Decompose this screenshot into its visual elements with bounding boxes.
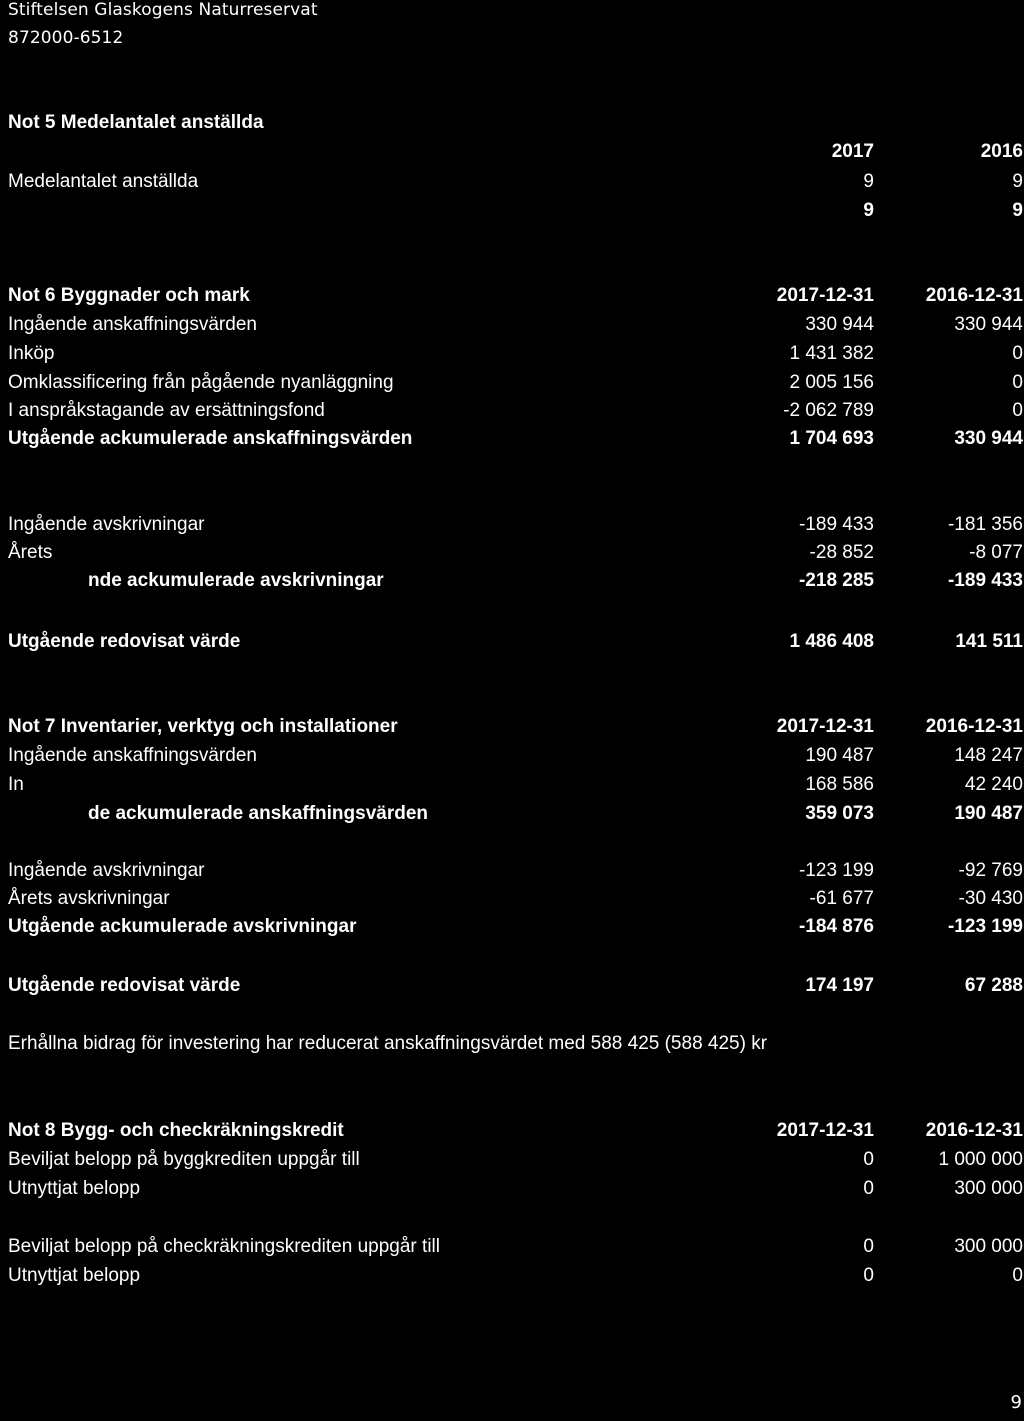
- note5-header-row: [8, 139, 1024, 165]
- note5-title: Not 5 Medelantalet anställda: [8, 112, 264, 133]
- row-value-2017: -61 677: [809, 888, 874, 909]
- row-value-2017: 1 431 382: [789, 343, 874, 364]
- table-row: [8, 973, 1024, 999]
- row-value-2016: 67 288: [964, 975, 1023, 996]
- row-label: Omklassificering från pågående nyanläggning: [8, 372, 394, 393]
- row-value-2017: -218 285: [798, 570, 874, 591]
- organization-number: 872000-6512: [8, 28, 124, 48]
- organization-name: Stiftelsen Glaskogens Naturreservat: [8, 0, 318, 20]
- note8-col2-header: 2016-12-31: [925, 1120, 1023, 1141]
- row-value-2016: -8 077: [969, 542, 1023, 563]
- row-label: Utnyttjat belopp: [8, 1178, 141, 1199]
- page-number: 9: [1010, 1392, 1022, 1413]
- row-label: Ingående anskaffningsvärden: [8, 745, 257, 766]
- note8-title: Not 8 Bygg- och checkräkningskredit: [8, 1120, 344, 1141]
- table-row: [8, 341, 1024, 367]
- table-row: [8, 801, 1024, 827]
- table-row: [8, 743, 1024, 769]
- row-value-2016: -30 430: [958, 888, 1023, 909]
- row-value-2016: 0: [1012, 343, 1023, 364]
- row-value-2017: 168 586: [805, 774, 874, 795]
- row-value-2016: 9: [1012, 171, 1023, 192]
- note6-col1-header: 2017-12-31: [776, 285, 874, 306]
- row-label: de ackumulerade anskaffningsvärden: [88, 803, 429, 824]
- row-label: In: [8, 774, 24, 795]
- table-row: [8, 169, 1024, 195]
- row-value-2017: 0: [863, 1265, 874, 1286]
- row-value-2016: 300 000: [954, 1236, 1023, 1257]
- row-value-2016: 190 487: [954, 803, 1023, 824]
- note6-col2-header: 2016-12-31: [925, 285, 1023, 306]
- row-value-2017: 9: [863, 200, 874, 221]
- row-label: Inköp: [8, 343, 55, 364]
- row-value-2017: 9: [863, 171, 874, 192]
- row-value-2017: 1 704 693: [789, 428, 874, 449]
- row-label: Ingående anskaffningsvärden: [8, 314, 257, 335]
- row-label: Årets avskrivningar: [8, 888, 170, 909]
- row-label: Beviljat belopp på byggkrediten uppgår till: [8, 1149, 360, 1170]
- note8-col1-header: 2017-12-31: [776, 1120, 874, 1141]
- table-row: [8, 1176, 1024, 1202]
- row-value-2016: 330 944: [954, 314, 1023, 335]
- row-value-2017: 359 073: [805, 803, 874, 824]
- row-value-2016: 300 000: [954, 1178, 1023, 1199]
- row-value-2017: -189 433: [798, 514, 874, 535]
- table-row: [8, 629, 1024, 655]
- row-value-2016: -189 433: [947, 570, 1023, 591]
- table-row: [8, 426, 1024, 452]
- row-value-2016: 1 000 000: [938, 1149, 1023, 1170]
- row-value-2017: 330 944: [805, 314, 874, 335]
- row-value-2016: 0: [1012, 1265, 1023, 1286]
- note6-header-row: [8, 283, 1024, 309]
- note7-col1-header: 2017-12-31: [776, 716, 874, 737]
- table-row: [8, 1147, 1024, 1173]
- row-value-2017: 0: [863, 1178, 874, 1199]
- row-value-2017: -2 062 789: [783, 400, 874, 421]
- row-label: Utgående redovisat värde: [8, 631, 241, 652]
- note5-col1-header: 2017: [831, 141, 874, 162]
- table-row: [8, 540, 1024, 566]
- row-label: Utgående redovisat värde: [8, 975, 241, 996]
- row-value-2017: -184 876: [798, 916, 874, 937]
- note7-col2-header: 2016-12-31: [925, 716, 1023, 737]
- row-value-2017: 174 197: [805, 975, 874, 996]
- row-value-2016: 141 511: [955, 631, 1023, 652]
- table-row: [8, 1263, 1024, 1289]
- table-row: [8, 398, 1024, 424]
- table-row: [8, 1234, 1024, 1260]
- row-label: nde ackumulerade avskrivningar: [88, 570, 384, 591]
- table-row: [8, 198, 1024, 224]
- row-value-2016: -123 199: [947, 916, 1023, 937]
- table-row: [8, 370, 1024, 396]
- note6-title: Not 6 Byggnader och mark: [8, 285, 250, 306]
- note7-title: Not 7 Inventarier, verktyg och installationer: [8, 716, 398, 737]
- row-value-2017: -28 852: [809, 542, 874, 563]
- row-value-2016: 9: [1012, 200, 1023, 221]
- row-value-2017: 1 486 408: [789, 631, 874, 652]
- investment-grant-note: Erhållna bidrag för investering har reducerat anskaffningsvärdet med 588 425 (588 425) kr: [8, 1033, 768, 1054]
- table-row: [8, 914, 1024, 940]
- table-row: [8, 568, 1024, 594]
- row-label: Årets: [8, 542, 53, 563]
- row-label: Utgående ackumulerade avskrivningar: [8, 916, 357, 937]
- row-value-2017: 190 487: [805, 745, 874, 766]
- row-value-2017: 2 005 156: [789, 372, 874, 393]
- row-value-2017: 0: [863, 1236, 874, 1257]
- table-row: [8, 886, 1024, 912]
- note5-col2-header: 2016: [980, 141, 1023, 162]
- row-value-2016: 148 247: [954, 745, 1023, 766]
- row-label: I anspråkstagande av ersättningsfond: [8, 400, 325, 421]
- row-label: Utnyttjat belopp: [8, 1265, 141, 1286]
- row-label: Utgående ackumulerade anskaffningsvärden: [8, 428, 413, 449]
- row-value-2016: 0: [1012, 400, 1023, 421]
- table-row: [8, 772, 1024, 798]
- table-row: [8, 858, 1024, 884]
- row-value-2016: 0: [1012, 372, 1023, 393]
- note8-header-row: [8, 1118, 1024, 1144]
- row-value-2016: -92 769: [958, 860, 1023, 881]
- row-value-2017: -123 199: [798, 860, 874, 881]
- row-label: Beviljat belopp på checkräkningskrediten uppgår till: [8, 1236, 440, 1257]
- row-label: Medelantalet anställda: [8, 171, 199, 192]
- row-label: Ingående avskrivningar: [8, 514, 205, 535]
- note7-header-row: [8, 714, 1024, 740]
- row-value-2016: 42 240: [964, 774, 1023, 795]
- table-row: [8, 512, 1024, 538]
- row-value-2016: -181 356: [947, 514, 1023, 535]
- note5-title-row: [8, 110, 1024, 136]
- row-value-2017: 0: [863, 1149, 874, 1170]
- row-label: Ingående avskrivningar: [8, 860, 205, 881]
- row-value-2016: 330 944: [954, 428, 1023, 449]
- table-row: [8, 312, 1024, 338]
